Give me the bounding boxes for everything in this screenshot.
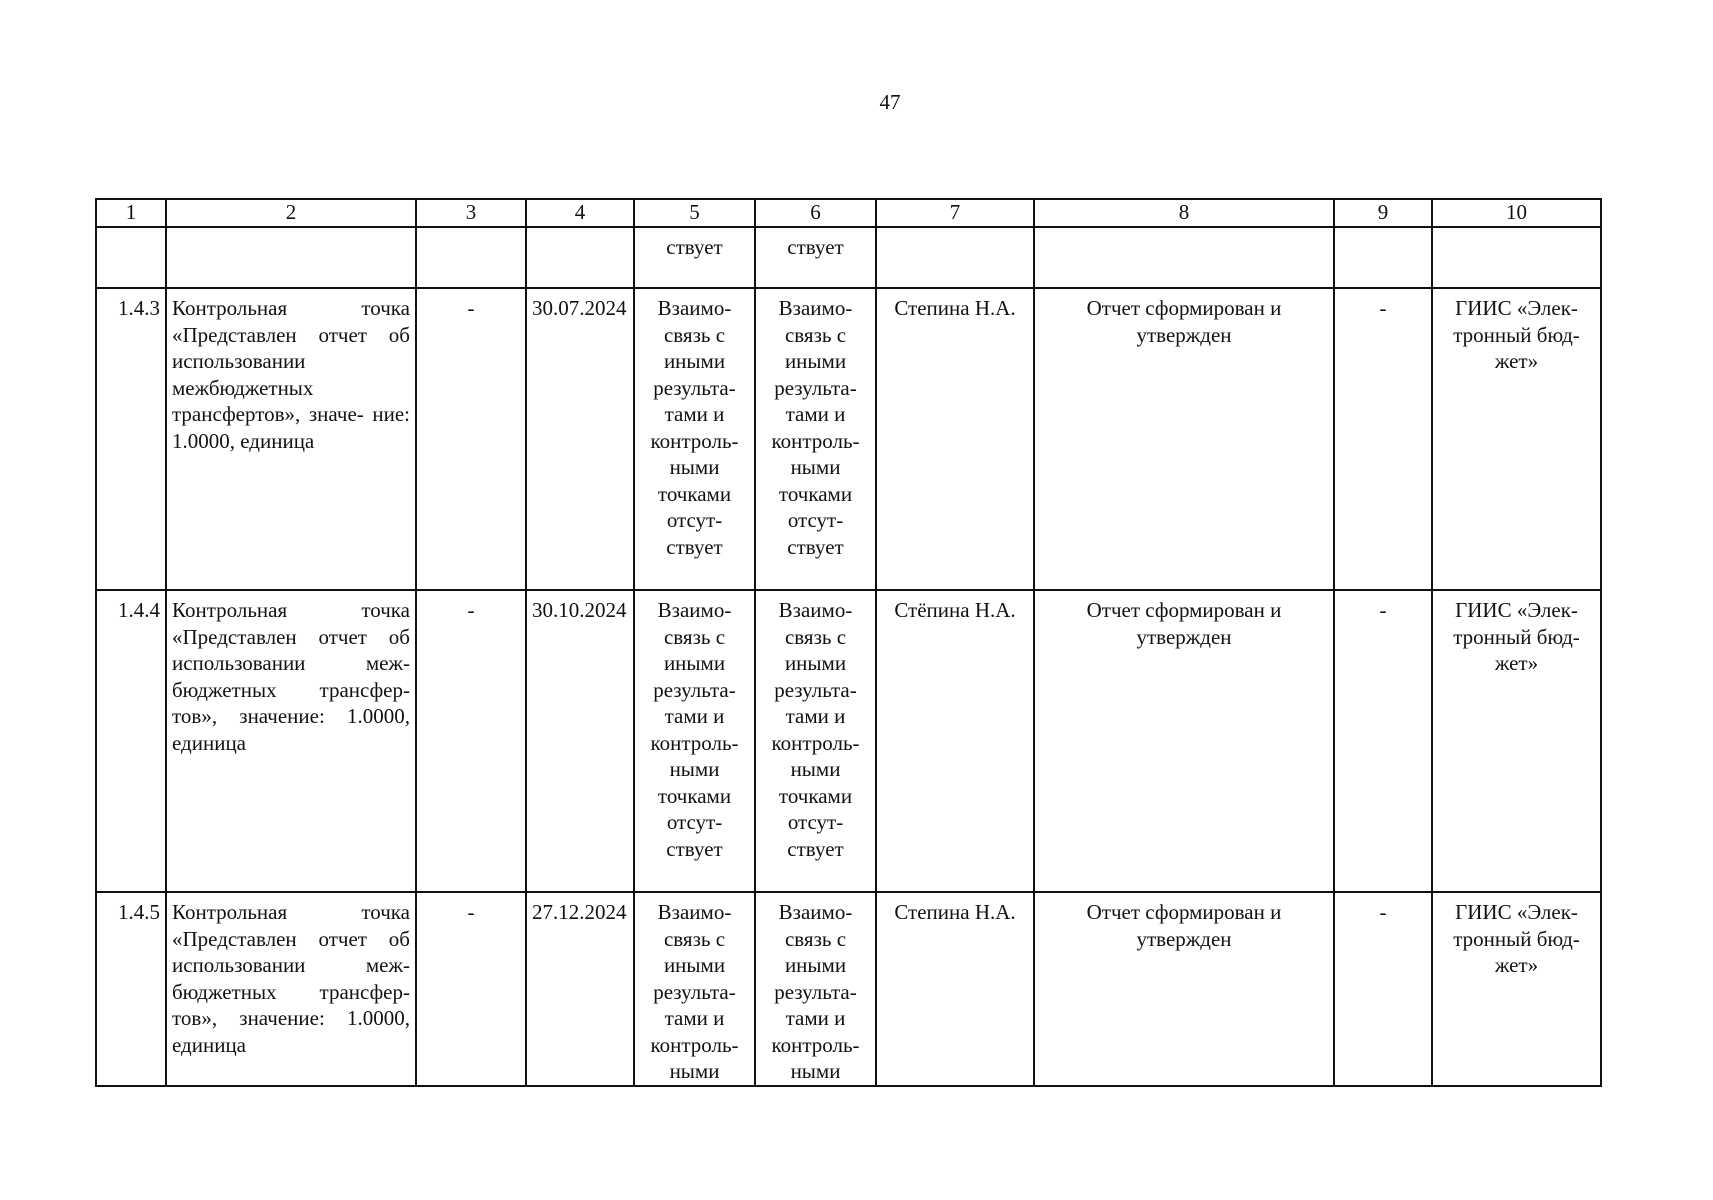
cell-line: отсут- [787,810,844,834]
table-cell [96,227,166,288]
item-name-cell: Контрольная точка «Представлен отчет об использовании меж- бюджетных трансфер- тов», значение: 1.0000, единица [166,892,416,1086]
system-cell [1432,892,1601,1086]
col6-cell [755,892,876,1086]
date-cell: 27.12.2024 [526,892,634,1086]
column-header: 6 [755,199,876,227]
cell-line: ствует [666,836,723,861]
cell-line: Взаимо- [778,598,853,622]
cell-line: точками [657,481,732,506]
cell-line: тами и [785,1006,846,1030]
cell-line: результа- [653,677,736,702]
item-number-cell: 1.4.4 [96,590,166,892]
item-name-cell: Контрольная точка «Представлен отчет об использовании межбюджетных трансфертов», значе- ние: 1.0000, единица [166,288,416,590]
responsible-cell: Степина Н.А. [876,892,1034,1086]
column-header: 9 [1334,199,1432,227]
column-header: 2 [166,199,416,227]
cell-line: отсут- [787,508,844,532]
control-points-table [95,198,1602,1087]
cell-line: Отчет сформирован и [1086,900,1282,924]
cell-line: отсут- [666,810,723,834]
column-header: 5 [634,199,755,227]
cell-line: иными [784,953,847,977]
continuation-row [96,227,1601,288]
cell-line: ными [669,1059,720,1083]
cell-line: утвержден [1136,322,1232,347]
cell-line: отсут- [666,508,723,532]
table-row [96,288,1601,590]
cell-line: результа- [653,375,736,400]
col5-cell [634,288,755,590]
cell-line: контроль- [650,730,739,755]
result-cell [1034,590,1334,892]
column-header: 3 [416,199,526,227]
cell-line: жет» [1494,349,1539,373]
col5-cell [634,590,755,892]
cell-line: ными [669,455,720,479]
item-number-cell: 1.4.5 [96,892,166,1086]
col3-cell: - [416,892,526,1086]
col9-cell: - [1334,892,1432,1086]
item-name-cell: Контрольная точка «Представлен отчет об использовании меж- бюджетных трансфер- тов», значение: 1.0000, единица [166,590,416,892]
cell-line: тами и [785,704,846,728]
cell-line: связь с [784,926,847,951]
cell-line: тами и [664,1006,725,1030]
cell-line: результа- [774,677,857,702]
responsible-cell: Стёпина Н.А. [876,590,1034,892]
col5-cell [634,892,755,1086]
cell-line: Отчет сформирован и [1086,296,1282,320]
cell-line: ГИИС «Элек- [1455,296,1578,320]
system-cell [1432,590,1601,892]
cell-line: жет» [1494,953,1539,977]
cell-line: тами и [664,704,725,728]
table-cell [1034,227,1334,288]
cell-line: ными [669,757,720,781]
cell-line: связь с [784,624,847,649]
date-cell: 30.07.2024 [526,288,634,590]
cell-line: ствует [787,534,844,559]
cell-line: ГИИС «Элек- [1455,598,1578,622]
cell-line: результа- [653,979,736,1004]
cell-line: контроль- [650,428,739,453]
item-number-cell: 1.4.3 [96,288,166,590]
cell-line: утвержден [1136,926,1232,951]
column-number-row [96,199,1601,227]
cell-line: связь с [663,926,726,951]
table-cell [416,227,526,288]
cell-line: контроль- [771,428,860,453]
cell-line: Отчет сформирован и [1086,598,1282,622]
cell-line: точками [778,783,853,808]
cell-line: контроль- [771,730,860,755]
cell-line: Взаимо- [657,598,732,622]
cell-line: ными [790,757,841,781]
result-cell [1034,892,1334,1086]
column-header: 10 [1432,199,1601,227]
col9-cell: - [1334,288,1432,590]
result-cell [1034,288,1334,590]
cell-line: тронный бюд- [1453,624,1580,649]
cell-line: контроль- [650,1032,739,1057]
table-row [96,892,1601,1086]
cell-line: Взаимо- [657,900,732,924]
table-cell [876,227,1034,288]
page-number: 47 [879,90,901,114]
cell-line: ГИИС «Элек- [1455,900,1578,924]
responsible-cell: Степина Н.А. [876,288,1034,590]
table-cell [1432,227,1601,288]
cell-line: жет» [1494,651,1539,675]
column-header: 1 [96,199,166,227]
table-cell [526,227,634,288]
column-header: 4 [526,199,634,227]
col9-cell: - [1334,590,1432,892]
cell-line: иными [663,349,726,373]
cell-line: ствует [666,534,723,559]
column-header: 7 [876,199,1034,227]
cell-line: связь с [663,624,726,649]
table-cell [1334,227,1432,288]
col3-cell: - [416,590,526,892]
cell-line: тронный бюд- [1453,322,1580,347]
cell-line: иными [784,349,847,373]
cell-line: Взаимо- [657,296,732,320]
cell-line: иными [784,651,847,675]
cell-line: связь с [663,322,726,347]
date-cell: 30.10.2024 [526,590,634,892]
cell-line: утвержден [1136,624,1232,649]
cell-line: ными [790,1059,841,1083]
cell-line: иными [663,651,726,675]
col6-cell [755,590,876,892]
column-header: 8 [1034,199,1334,227]
col6-cell [755,288,876,590]
system-cell [1432,288,1601,590]
cell-line: точками [657,783,732,808]
cell-line: ными [790,455,841,479]
table-cell [166,227,416,288]
table-cell: ствует [755,227,876,288]
table-cell: ствует [634,227,755,288]
cell-line: результа- [774,375,857,400]
table-row [96,590,1601,892]
cell-line: ствует [787,836,844,861]
cell-line: тами и [664,402,725,426]
col3-cell: - [416,288,526,590]
cell-line: контроль- [771,1032,860,1057]
cell-line: результа- [774,979,857,1004]
cell-line: тронный бюд- [1453,926,1580,951]
cell-line: иными [663,953,726,977]
cell-line: точками [778,481,853,506]
cell-line: Взаимо- [778,296,853,320]
cell-line: Взаимо- [778,900,853,924]
cell-line: тами и [785,402,846,426]
cell-line: связь с [784,322,847,347]
